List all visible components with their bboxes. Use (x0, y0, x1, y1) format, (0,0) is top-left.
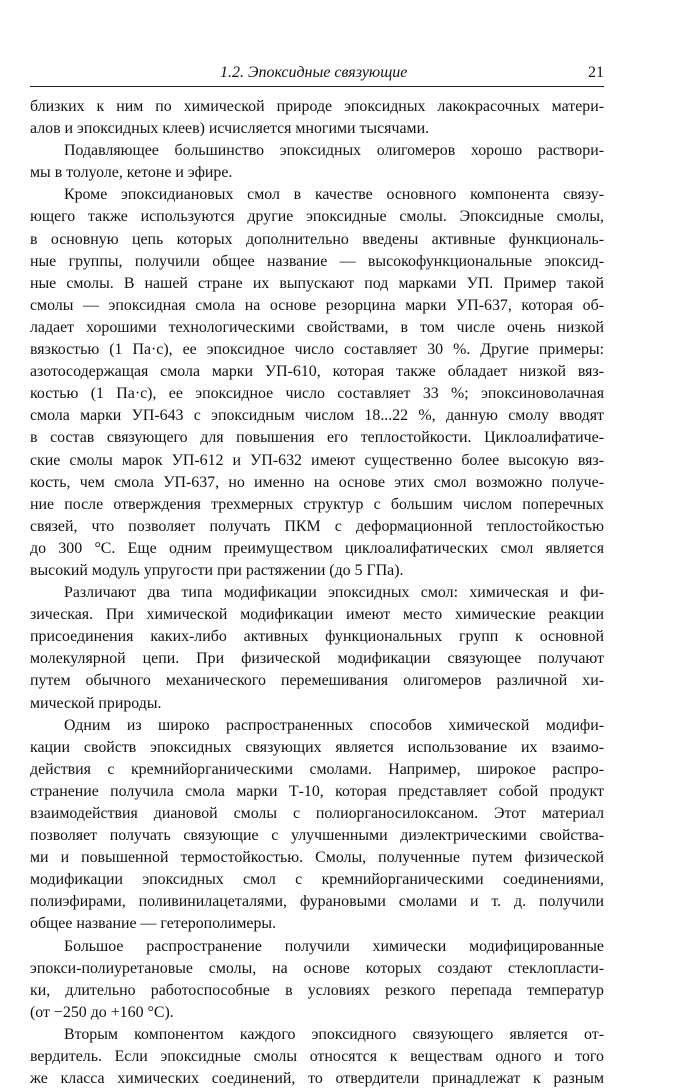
text-line: вердитель. Если эпоксидные смолы относятся к веществам одного и того (30, 1048, 604, 1066)
text-line: костью (1 Па·с), ее эпоксидное число составляет 33 %; эпоксиноволачная (30, 385, 604, 403)
paragraph (30, 184, 604, 582)
text-line: смолы — эпоксидная смола на основе резорцина марки УП-637, которая об- (30, 296, 604, 314)
text-line: Одним из широко распространенных способов химической модифи- (64, 716, 604, 734)
text-line: мической природы. (30, 694, 162, 712)
text-line: ми и повышенной термостойкостью. Смолы, полученные путем физической (30, 849, 604, 867)
text-line: же класса химических соединений, то отвердители принадлежат к разным (30, 1070, 604, 1088)
text-line: эпокси-полиуретановые смолы, на основе которых создают стеклопласти- (30, 959, 604, 977)
text-line: позволяет получать связующие с улучшенными диэлектрическими свойства- (30, 827, 604, 845)
text-line: ладает хорошими технологическими свойствами, в том числе очень низкой (30, 318, 604, 336)
text-line: высокий модуль упругости при растяжении (до 5 ГПа). (30, 561, 404, 579)
text-line: близких к ним по химической природе эпоксидных лакокрасочных матери- (30, 98, 604, 115)
text-line: ские смолы марок УП-612 и УП-632 имеют существенно более высокую вяз- (30, 451, 604, 469)
text-line: путем обычного механического перемешивания олигомеров различной хи- (30, 672, 604, 690)
text-line: связей, что позволяет получать ПКМ с деформационной теплостойкостью (30, 517, 604, 535)
text-line: азотосодержащая смола марки УП-610, которая также обладает низкой вяз- (30, 363, 604, 381)
text-line: алов и эпоксидных клеев) исчисляется многими тысячами. (30, 120, 430, 138)
text-line: действия с кремнийорганическими смолами. Например, широкое распро- (30, 760, 604, 778)
text-line: ки, длительно работоспособные в условиях резкого перепада температур (30, 981, 604, 999)
text-line: Различают два типа модификации эпоксидных смол: химическая и фи- (64, 584, 604, 602)
text-line: взаимодействия диановой смолы с полиорганосилоксаном. Этот материал (30, 805, 604, 822)
text-line: ющего также используются другие эпоксидные смолы. Эпоксидные смолы, (30, 208, 604, 226)
page-number: 21 (588, 64, 604, 81)
paragraph (30, 582, 604, 715)
text-line: ние после отверждения трехмерных структур с большим числом поперечных (30, 495, 604, 513)
text-line: вязкостью (1 Па·с), ее эпоксидное число составляет 30 %. Другие примеры: (30, 341, 604, 359)
text-line: Подавляющее большинство эпоксидных олигомеров хорошо раствори- (64, 142, 604, 160)
text-line: ные смолы. В нашей стране их выпускают под марками УП. Пример такой (30, 274, 604, 292)
text-line: общее название — гетерополимеры. (30, 915, 277, 933)
paragraph (30, 936, 604, 1024)
text-line: ные группы, получили общее название — высокофункциональные эпоксид- (30, 252, 604, 270)
text-line: кость, чем смола УП-637, но именно на основе этих смол возможно получе- (30, 473, 604, 491)
paragraph (30, 715, 604, 936)
text-line: (от −250 до +160 °С). (30, 1003, 174, 1021)
text-line: зическая. При химической модификации имеют место химические реакции (30, 606, 604, 624)
text-line: мы в толуоле, кетоне и эфире. (30, 164, 233, 182)
text-line: присоединения каких-либо активных функциональных групп к основной (30, 628, 604, 646)
text-line: смола марки УП-643 с эпоксидным числом 18...22 %, данную смолу вводят (30, 407, 604, 425)
text-line: странение получила смола марки Т-10, которая представляет собой продукт (30, 782, 604, 800)
paragraph (30, 140, 604, 184)
text-line: молекулярной цепи. При физической модификации связующее получают (30, 650, 604, 668)
text-line: в основную цепь которых дополнительно введены активные функциональ- (30, 230, 604, 248)
body-text (30, 96, 604, 1090)
text-line: модификации эпоксидных смол с кремнийорганическими соединениями, (30, 871, 604, 889)
text-line: Большое распространение получили химически модифицированные (64, 937, 604, 955)
text-line: до 300 °С. Еще одним преимуществом циклоалифатических смол является (30, 539, 604, 557)
paragraph (30, 96, 604, 140)
text-line: кации свойств эпоксидных связующих является использование их взаимо- (30, 738, 604, 756)
text-line: Кроме эпоксидиановых смол в качестве основного компонента связу- (64, 186, 604, 204)
paragraph (30, 1024, 604, 1090)
section-title: 1.2. Эпоксидные связующие (220, 64, 408, 81)
text-line: полиэфирами, поливинилацеталями, фурановыми смолами и т. д. получили (30, 893, 604, 911)
text-line: Вторым компонентом каждого эпоксидного связующего является от- (64, 1025, 604, 1043)
text-line: в состав связующего для повышения его теплостойкости. Циклоалифатиче- (30, 429, 604, 447)
running-header (30, 62, 604, 87)
